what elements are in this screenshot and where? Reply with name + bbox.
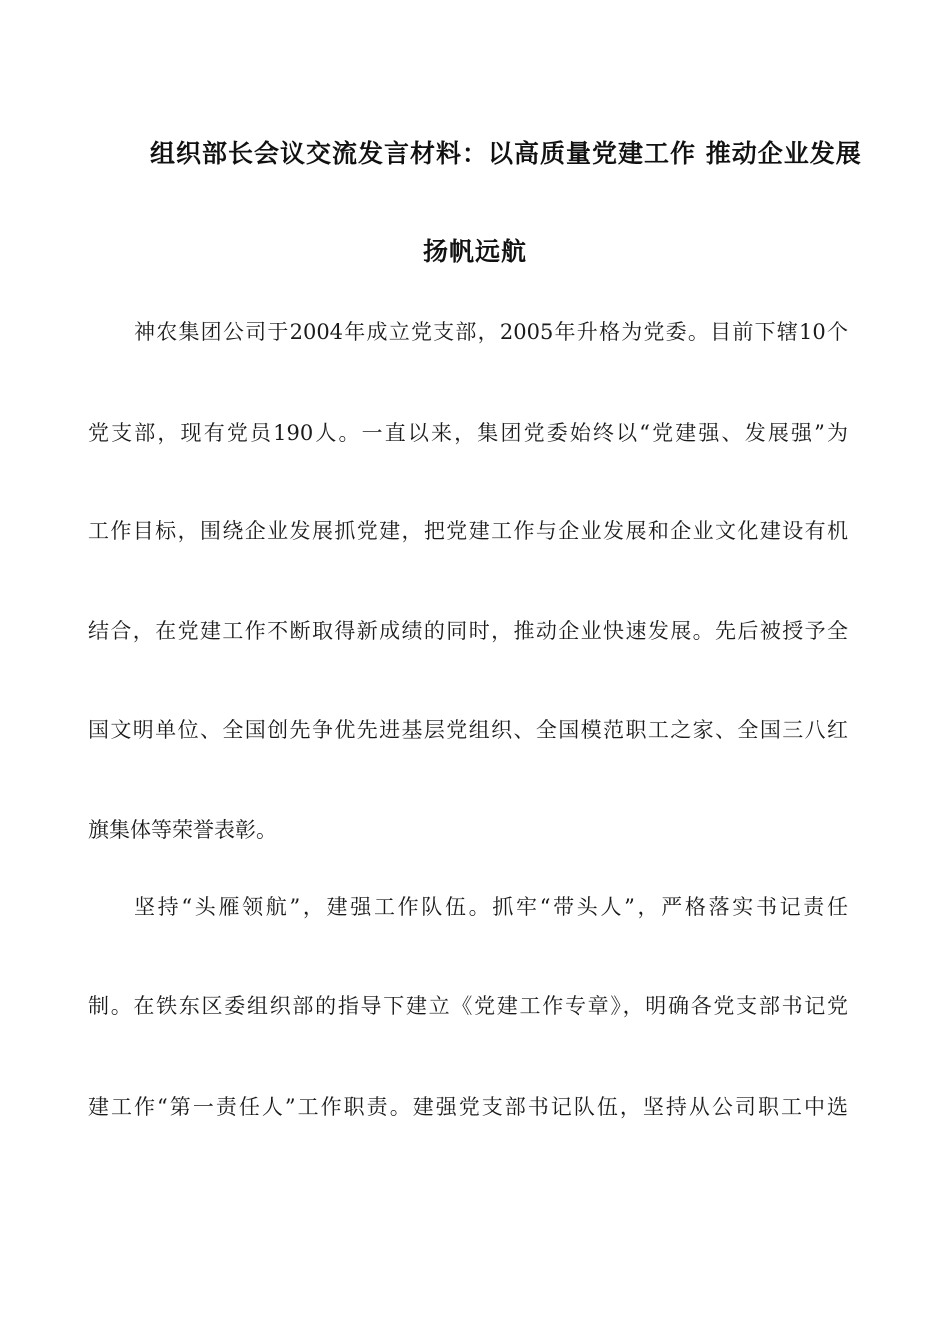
paragraph-1-line-6: 旗集体等荣誉表彰。: [88, 818, 277, 842]
paragraph-1-line-3: 工作目标，围绕企业发展抓党建，把党建工作与企业发展和企业文化建设有机: [88, 519, 848, 543]
paragraph-1-line-1: 神农集团公司于2004年成立党支部，2005年升格为党委。目前下辖10个: [134, 320, 848, 344]
paragraph-2-line-1: 坚持“头雁领航”，建强工作队伍。抓牢“带头人”，严格落实书记责任: [134, 895, 848, 919]
paragraph-1-line-5: 国文明单位、全国创先争优先进基层党组织、全国模范职工之家、全国三八红: [88, 718, 848, 742]
paragraph-2-line-3: 建工作“第一责任人”工作职责。建强党支部书记队伍，坚持从公司职工中选: [88, 1095, 848, 1119]
paragraph-1-line-2: 党支部，现有党员190人。一直以来，集团党委始终以“党建强、发展强”为: [88, 421, 848, 445]
paragraph-2-line-2: 制。在铁东区委组织部的指导下建立《党建工作专章》，明确各党支部书记党: [88, 994, 848, 1018]
paragraph-1-line-4: 结合，在党建工作不断取得新成绩的同时，推动企业快速发展。先后被授予全: [88, 619, 848, 643]
document-title-line-2: 扬帆远航: [422, 237, 527, 266]
document-title-line-1: 组织部长会议交流发言材料：以高质量党建工作 推动企业发展: [150, 139, 862, 168]
